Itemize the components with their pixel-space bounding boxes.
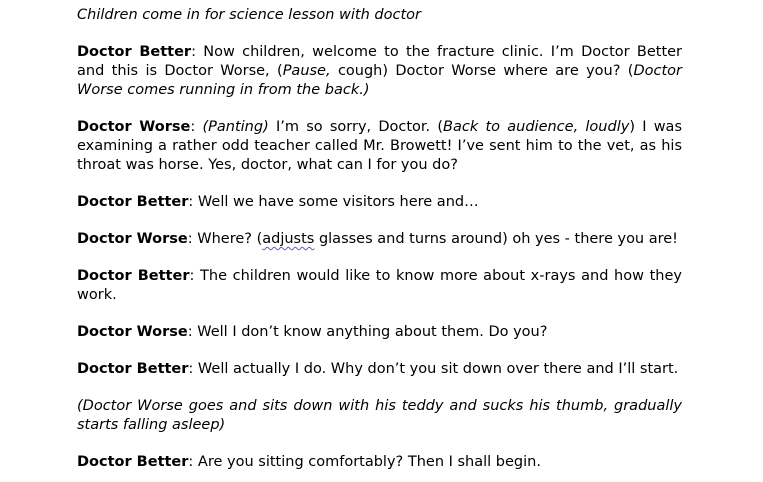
stage-direction-inline: Doctor Worse comes running in from the back.) [77,63,682,98]
dialogue-text: Are you sitting comfortably? Then I shall begin. [197,454,541,470]
speaker-name: Doctor Better [77,361,189,377]
dialogue-line: Doctor Worse: Where? (adjusts glasses and turns around) oh yes - there you are! [77,231,678,247]
stage-direction-inline: (Panting) [202,119,269,135]
script-page [77,6,682,472]
stage-direction-inline: Back to audience, loudly [443,119,630,135]
dialogue-text: The children would like to know more about x-rays and how they work. [77,268,683,303]
stage-direction-intro: Children come in for science lesson with doctor [77,7,421,23]
dialogue-text: Now children, welcome to the fracture clinic. I’m Doctor Better and this is Doctor Worse, [77,44,683,79]
dialogue-line: Doctor Better: Now children, welcome to the fracture clinic. I’m Doctor Better and this is Doctor Worse, (Pause, cough) Doctor Worse where are you? (Doctor Worse comes running in from the back.) [77,44,683,98]
dialogue-text: ) I was examining a rather odd teacher called Mr. Browett! I’ve sent him to the vet, as his throat was horse. Yes, doctor, what can I for you do? [77,119,682,173]
dialogue-text: Well we have some visitors here and… [197,194,479,210]
speaker-name: Doctor Worse [77,119,191,135]
dialogue-line: Doctor Better: Well we have some visitors here and… [77,194,479,210]
dialogue-text: Where? ( [197,231,263,247]
dialogue-text: Well actually I do. Why don’t you sit down over there and I’ll start. [197,361,679,377]
dialogue-line: Doctor Better: Well actually I do. Why don’t you sit down over there and I’ll start. [77,361,679,377]
speaker-name: Doctor Better [77,454,189,470]
dialogue-text: cough) Doctor Worse where are you? ( [330,63,634,79]
dialogue-line: Doctor Worse: Well I don’t know anything about them. Do you? [77,324,548,340]
spellcheck-flagged-word[interactable]: adjusts [262,231,315,247]
dialogue-text: ( [277,63,283,79]
dialogue-text: glasses and turns around) oh yes - there you are! [314,231,678,247]
dialogue-line-final: Doctor Better: Are you sitting comfortably? Then I shall begin. [77,454,541,470]
stage-direction-inline: Pause, [282,63,331,79]
dialogue-text: Well I don’t know anything about them. Do you? [197,324,548,340]
speaker-name: Doctor Better [77,44,192,60]
speaker-name: Doctor Better [77,268,190,284]
dialogue-line: Doctor Worse: (Panting) I’m so sorry, Doctor. (Back to audience, loudly) I was examining a rather odd teacher called Mr. Browett! I’ve sent him to the vet, as his throat was horse. Yes, doctor, what can I for you do? [77,119,682,173]
stage-direction-mid: (Doctor Worse goes and sits down with his teddy and sucks his thumb, gradually starts falling asleep) [77,398,682,433]
dialogue-line: Doctor Better: The children would like to know more about x-rays and how they work. [77,268,683,303]
speaker-name: Doctor Better [77,194,189,210]
speaker-name: Doctor Worse [77,231,188,247]
dialogue-text: I’m so sorry, Doctor. ( [268,119,444,135]
speaker-name: Doctor Worse [77,324,188,340]
